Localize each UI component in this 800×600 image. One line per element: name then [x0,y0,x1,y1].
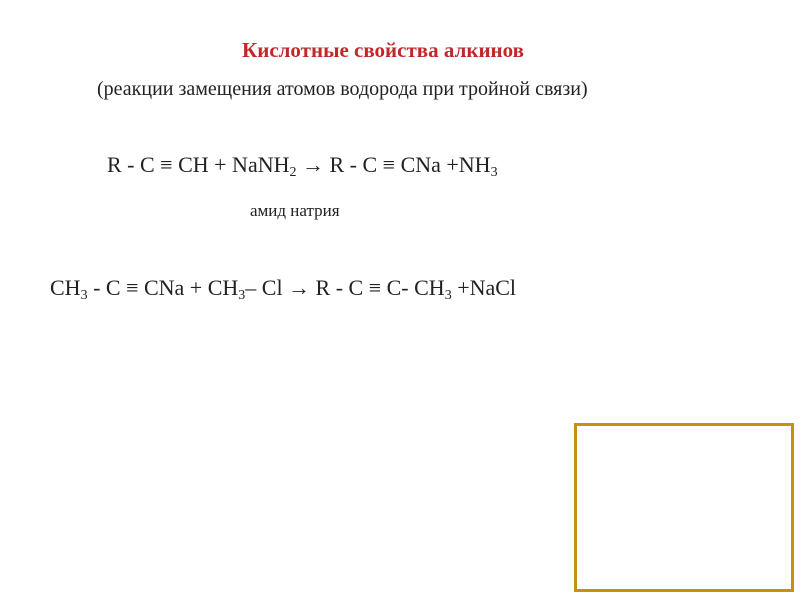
equation-2-part-4: +NaCl [451,275,517,300]
equation-2-subscript-3: 3 [444,288,452,303]
slide-title: Кислотные свойства алкинов [242,38,524,62]
equation-1-part-2: → R - C ≡ CNa +NH [296,152,491,177]
equation-2-part-3: – Cl → R - C ≡ C- CH [245,275,445,300]
sodium-amide-label: амид натрия [250,201,340,220]
equation-1-part-1: R - C ≡ CH + NaNH [107,152,290,177]
equation-2-subscript-2: 3 [238,288,246,303]
equation-2-subscript-1: 3 [80,288,88,303]
equation-1-subscript-1: 2 [289,165,297,180]
equation-1-subscript-2: 3 [490,165,498,180]
equation-2-part-1: CH [50,275,81,300]
equation-2-part-2: - C ≡ CNa + CH [87,275,239,300]
equation-sodium-amide [107,152,498,181]
empty-frame-box [574,423,794,592]
equation-alkylation [50,275,516,304]
slide-subtitle: (реакции замещения атомов водорода при тройной связи) [97,78,588,100]
